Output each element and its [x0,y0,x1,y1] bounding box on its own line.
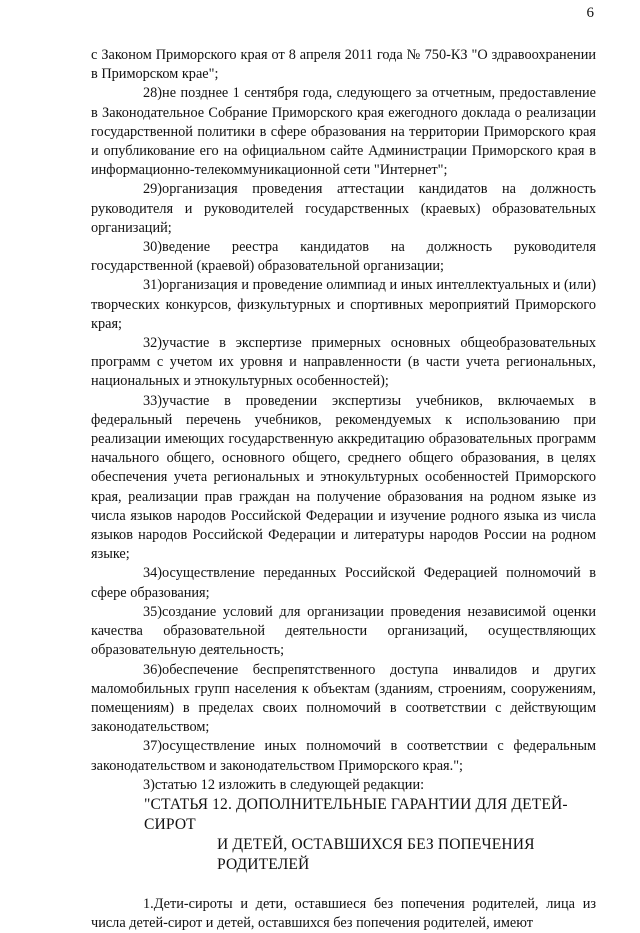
document-body [91,46,596,933]
heading-spacer [91,875,596,895]
paragraph-item-32: 32)участие в экспертизе примерных основных общеобразовательных программ с учетом их уровня и направленности (в части учета региональных, национальных и этнокультурных особенностей); [91,335,596,390]
page-number: 6 [586,5,594,21]
article-heading-line1: "СТАТЬЯ 12. ДОПОЛНИТЕЛЬНЫЕ ГАРАНТИИ ДЛЯ ДЕТЕЙ-СИРОТ [144,795,568,833]
paragraph-item-34: 34)осуществление переданных Российской Федерацией полномочий в сфере образования; [91,565,596,601]
paragraph-law-reference: с Законом Приморского края от 8 апреля 2011 года № 750-КЗ "О здравоохранении в Приморском крае"; [91,47,596,83]
paragraph-article-12-point-1: 1.Дети-сироты и дети, оставшиеся без попечения родителей, лица из числа детей-сирот и детей, оставшихся без попечения родителей, имеют [91,895,596,932]
paragraph-item-30: 30)ведение реестра кандидатов на должность руководителя государственной (краевой) образовательной организации; [91,239,596,275]
paragraph-item-33: 33)участие в проведении экспертизы учебников, включаемых в федеральный перечень учебников, рекомендуемых к использованию при реализации имеющих государственную аккредитацию образовательных программ начального общего, основного общего, среднего общего образования, в целях обеспечения учета региональных и этнокультурных особенностей Приморского края, реализации прав граждан на получение образования на родном языке из числа языков народов Российской Федерации и изучение родного языка из числа языков народов Российской Федерации и литературы народов России на родном языке; [91,392,596,563]
paragraph-item-31: 31)организация и проведение олимпиад и иных интеллектуальных и (или) творческих конкурсов, физкультурных и спортивных мероприятий Приморского края; [91,277,596,332]
article-heading-line3: РОДИТЕЛЕЙ [217,855,310,873]
paragraph-item-37: 37)осуществление иных полномочий в соответствии с федеральным законодательством и законодательством Приморского края."; [91,738,596,774]
paragraph-amendment-intro: 3)статью 12 изложить в следующей редакции: [143,776,425,793]
paragraph-item-29: 29)организация проведения аттестации кандидатов на должность руководителя и руководителей государственных (краевых) образовательных организаций; [91,181,596,236]
paragraph-item-36: 36)обеспечение беспрепятственного доступа инвалидов и других маломобильных групп населения к объектам (зданиям, строениям, сооружениям, помещениям) в пределах своих полномочий в соответствии с действующим законодательством; [91,661,596,736]
article-heading-line2: И ДЕТЕЙ, ОСТАВШИХСЯ БЕЗ ПОПЕЧЕНИЯ [217,835,535,853]
paragraph-item-28: 28)не позднее 1 сентября года, следующего за отчетным, предоставление в Законодательное Собрание Приморского края ежегодного доклада о реализации государственной политики в сфере образования на территории Приморского края и опубликование его на официальном сайте Администрации Приморского края в информационно-телекоммуникационной сети "Интернет"; [91,85,596,179]
paragraph-item-35: 35)создание условий для организации проведения независимой оценки качества образовательной деятельности организаций, осуществляющих образовательную деятельность; [91,603,596,659]
article-heading [91,795,596,875]
